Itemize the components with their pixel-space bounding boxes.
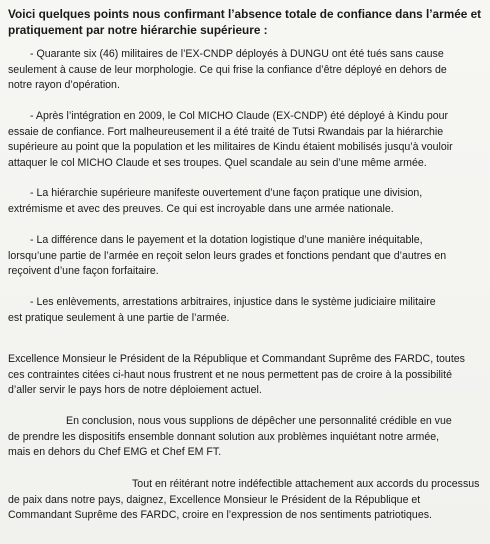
paragraph-kindu	[8, 109, 484, 171]
paragraph-line: lorsqu’une partie de l’armée en reçoit selon leurs grades et fonctions pendant que d’autres en	[8, 249, 447, 262]
paragraph-line: est pratique seulement à une partie de l’armée.	[8, 311, 230, 324]
paragraph-dungu	[8, 47, 484, 94]
paragraph-line: En conclusion, nous vous supplions de dépêcher une personnalité crédible en vue	[66, 415, 452, 427]
paragraph-conclusion	[8, 414, 484, 461]
paragraph-line: supérieure au point que la population et les militaires de Kindu étaient mobilisés jusqu’à vouloir	[8, 141, 453, 154]
heading-line: pratiquement par notre hiérarchie supérieure :	[8, 23, 268, 37]
paragraph-line: reçoivent d’une façon forfaitaire.	[8, 265, 159, 278]
paragraph-line: attaquer le col MICHO Claude et ses troupes. Quel scandale au sein d’une même armée.	[8, 156, 427, 169]
paragraph-line: extrémisme et avec des preuves. Ce qui est incroyable dans une armée nationale.	[8, 202, 394, 215]
heading-line: Voici quelques points nous confirmant l’absence totale de confiance dans l’armée et	[8, 7, 482, 21]
paragraph-line: - La différence dans le payement et la dotation logistique d’une manière inéquitable,	[30, 234, 423, 246]
paragraph-line: - La hiérarchie supérieure manifeste ouvertement d’une façon pratique une division,	[30, 187, 423, 199]
paragraph-line: Commandant Suprême des FARDC, croire en l’expression de nos sentiments patriotiques.	[8, 509, 432, 522]
paragraph-closing	[8, 477, 484, 524]
paragraph-line: d’aller servir le pays hors de notre déploiement actuel.	[8, 384, 262, 397]
paragraph-line: de prendre les dispositifs ensemble donnant solution aux problèmes inquiétant notre armée,	[8, 430, 440, 443]
paragraph-line: Tout en réitérant notre indéfectible attachement aux accords du processus	[132, 478, 480, 490]
paragraph-line: seulement à cause de leur morphologie. Ce qui frise la confiance d’être déployé en dehors de	[8, 63, 447, 76]
paragraph-line: de paix dans notre pays, daignez, Excellence Monsieur le Président de la République et	[8, 493, 421, 506]
paragraph-line: essaie de confiance. Fort malheureusement il a été traité de Tutsi Rwandais par la hiérarchie	[8, 125, 444, 138]
paragraph-excellence	[8, 352, 484, 399]
paragraph-payment	[8, 233, 484, 280]
paragraph-hierarchy	[8, 186, 484, 217]
paragraph-line: Excellence Monsieur le Président de la République et Commandant Suprême des FARDC, toutes	[8, 353, 465, 365]
paragraph-line: - Après l’intégration en 2009, le Col MICHO Claude (EX-CNDP) été déployé à Kindu pour	[30, 110, 449, 122]
document-heading	[8, 6, 486, 38]
paragraph-line: - Les enlèvements, arrestations arbitraires, injustice dans le système judiciaire militaire	[30, 296, 436, 308]
paragraph-justice	[8, 295, 484, 326]
paragraph-line: mais en dehors du Chef EMG et Chef EM FT.	[8, 446, 222, 459]
paragraph-line: ces contraintes citées ci-haut nous frustrent et ne nous permettent pas de croire à la possibilité	[8, 368, 452, 381]
paragraph-line: notre rayon d’opération.	[8, 79, 120, 92]
paragraph-line: - Quarante six (46) militaires de l’EX-CNDP déployés à DUNGU ont été tués sans cause	[30, 48, 444, 60]
